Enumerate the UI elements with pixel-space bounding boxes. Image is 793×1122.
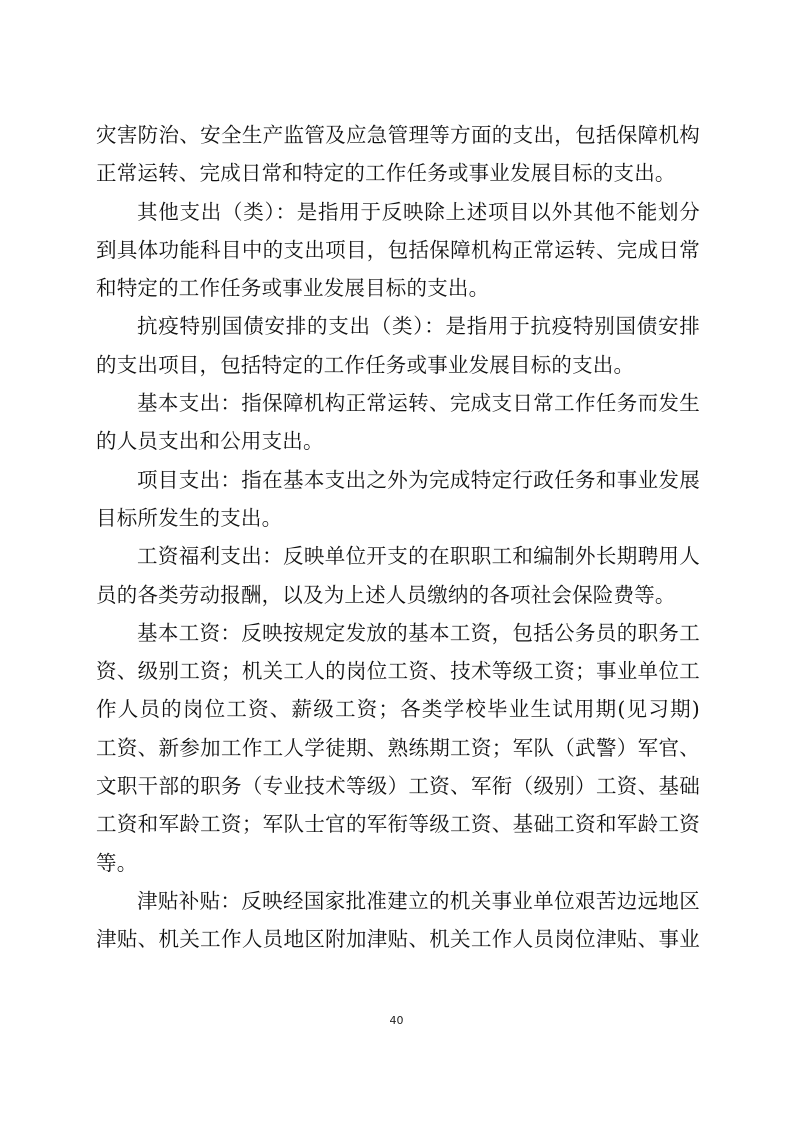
body-text	[96, 116, 700, 959]
text-line: 基本工资：反映按规定发放的基本工资，包括公务员的职务工	[137, 620, 700, 645]
text-line: 的支出项目，包括特定的工作任务或事业发展目标的支出。	[96, 352, 635, 377]
text-line: 工资和军龄工资；军队士官的军衔等级工资、基础工资和军龄工资	[96, 812, 700, 837]
text-line: 工资福利支出：反映单位开支的在职职工和编制外长期聘用人	[137, 544, 700, 569]
text-line: 灾害防治、安全生产监管及应急管理等方面的支出，包括保障机构	[96, 123, 700, 147]
text-line: 作人员的岗位工资、薪级工资；各类学校毕业生试用期(见习期)	[96, 697, 700, 722]
text-line: 目标所发生的支出。	[96, 505, 283, 530]
text-line: 抗疫特别国债安排的支出（类）：是指用于抗疫特别国债安排	[137, 314, 700, 339]
text-line: 和特定的工作任务或事业发展目标的支出。	[96, 276, 490, 301]
text-line: 津贴补贴：反映经国家批准建立的机关事业单位艰苦边远地区	[137, 888, 700, 913]
text-line: 津贴、机关工作人员地区附加津贴、机关工作人员岗位津贴、事业	[96, 927, 700, 952]
text-line: 等。	[96, 850, 138, 875]
text-line: 基本支出：指保障机构正常运转、完成支日常工作任务而发生	[137, 391, 700, 416]
text-line: 文职干部的职务（专业技术等级）工资、军衔（级别）工资、基础	[96, 774, 700, 799]
text-line: 的人员支出和公用支出。	[96, 429, 324, 454]
text-line: 员的各类劳动报酬，以及为上述人员缴纳的各项社会保险费等。	[96, 582, 676, 607]
text-line: 资、级别工资；机关工人的岗位工资、技术等级工资；事业单位工	[96, 659, 700, 684]
text-line: 其他支出（类）：是指用于反映除上述项目以外其他不能划分	[137, 199, 700, 224]
text-line: 项目支出：指在基本支出之外为完成特定行政任务和事业发展	[137, 467, 700, 492]
text-line: 工资、新参加工作工人学徒期、熟练期工资；军队（武警）军官、	[96, 735, 700, 760]
text-line: 正常运转、完成日常和特定的工作任务或事业发展目标的支出。	[96, 161, 676, 186]
text-line: 到具体功能科目中的支出项目，包括保障机构正常运转、完成日常	[96, 237, 700, 262]
page-number: 40	[389, 1014, 404, 1027]
